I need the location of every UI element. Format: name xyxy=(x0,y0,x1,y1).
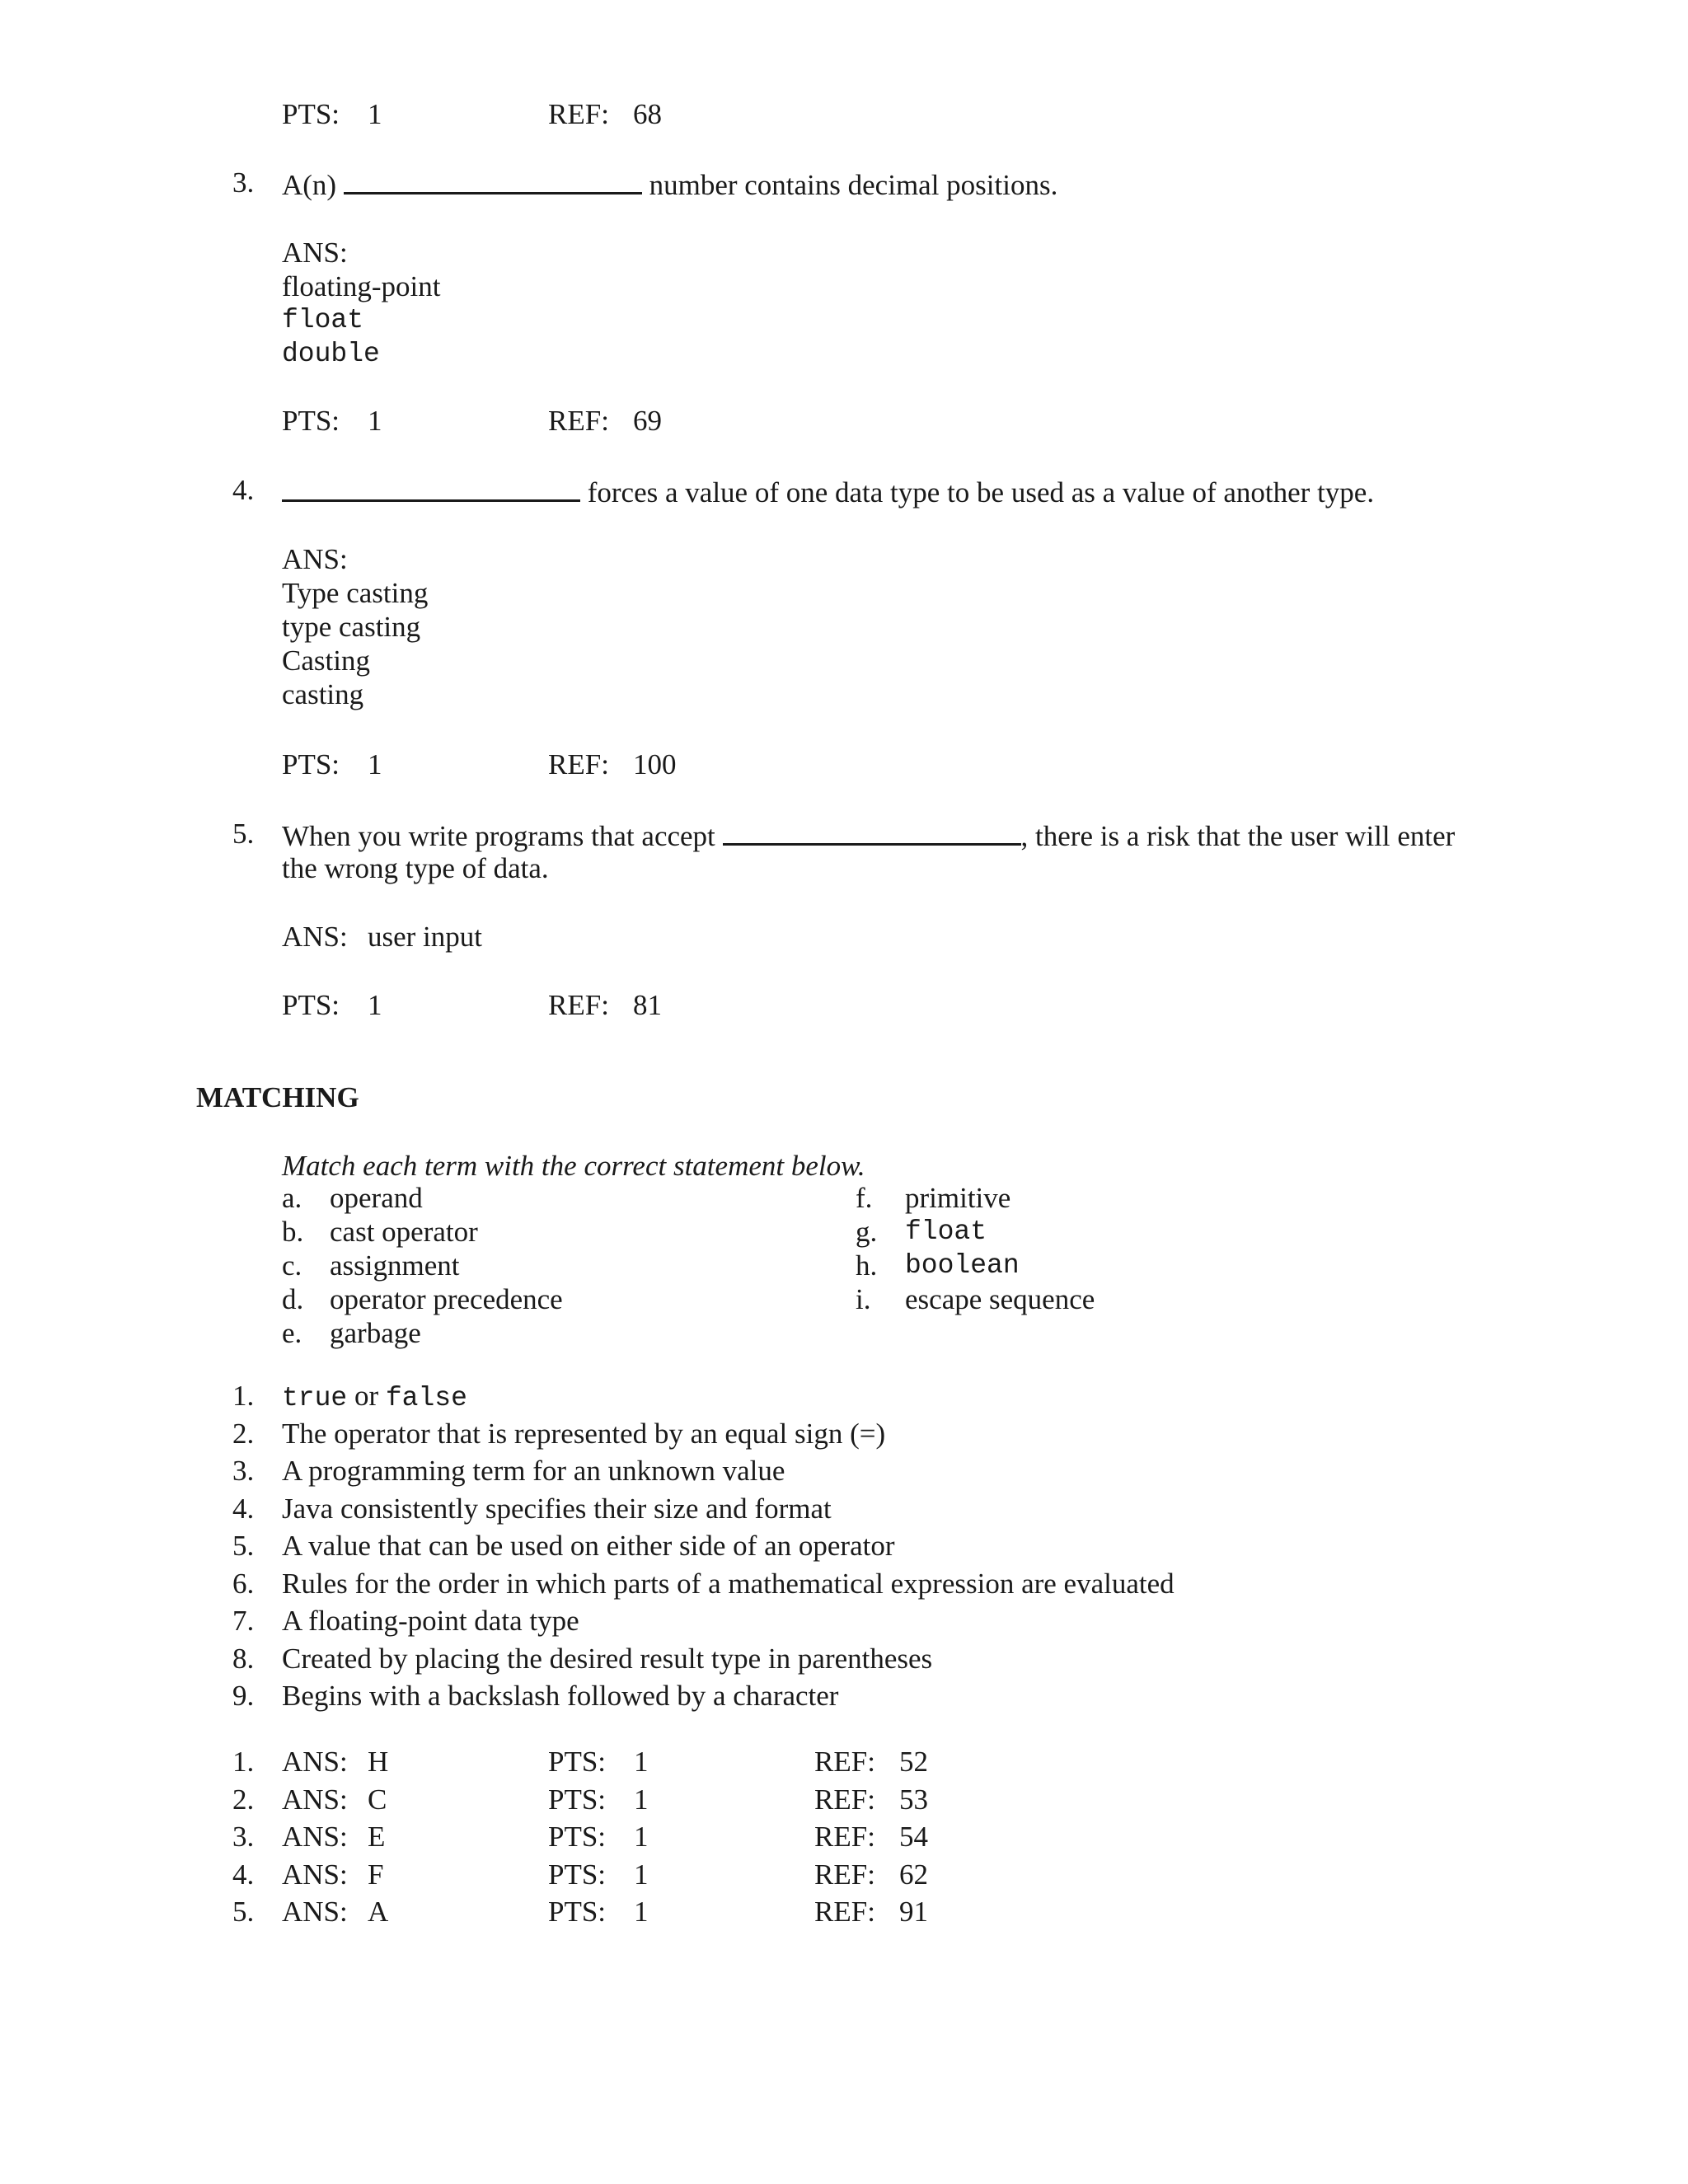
answer-num: 5. xyxy=(232,1896,255,1928)
statement-number: 2. xyxy=(232,1417,255,1450)
answer-ref-label: REF: xyxy=(814,1783,875,1816)
q4-suffix: forces a value of one data type to be used as a value of another type. xyxy=(587,476,1375,509)
q2-ref-value: 68 xyxy=(633,98,662,130)
term-escape-sequence: escape sequence xyxy=(905,1283,1095,1315)
q5-number: 5. xyxy=(232,818,255,850)
q5-answer-blank xyxy=(723,817,1021,846)
matching-instruction: Match each term with the correct statement below. xyxy=(282,1150,865,1182)
statement-7: A floating-point data type xyxy=(282,1605,579,1637)
answer-pts: 1 xyxy=(634,1896,649,1928)
terms-left-letters xyxy=(282,1181,303,1350)
answer-ref: 91 xyxy=(899,1896,928,1928)
q3-question xyxy=(282,166,1057,203)
answer-ans: E xyxy=(368,1821,386,1853)
q2-pts-label: PTS: xyxy=(282,98,340,130)
q5-answer: user input xyxy=(368,921,483,953)
q4-answer-2: type casting xyxy=(282,611,421,643)
term-letter: g. xyxy=(856,1216,878,1248)
q3-number: 3. xyxy=(232,166,255,199)
statement-5: A value that can be used on either side of an operator xyxy=(282,1530,895,1562)
term-letter: f. xyxy=(856,1182,873,1214)
answer-ans: C xyxy=(368,1783,387,1816)
q5-prefix: When you write programs that accept xyxy=(282,820,715,852)
answer-ref: 52 xyxy=(899,1746,928,1778)
answer-num: 1. xyxy=(232,1746,255,1778)
term-letter: a. xyxy=(282,1182,302,1214)
term-primitive: primitive xyxy=(905,1182,1011,1214)
term-letter: h. xyxy=(856,1249,878,1282)
term-operand: operand xyxy=(330,1182,423,1214)
q5-ref-value: 81 xyxy=(633,989,662,1021)
q4-answer-3: Casting xyxy=(282,644,370,677)
q4-ref-value: 100 xyxy=(633,748,677,780)
answer-num: 3. xyxy=(232,1821,255,1853)
term-float: float xyxy=(905,1216,987,1247)
term-boolean: boolean xyxy=(905,1250,1020,1281)
q4-pts-value: 1 xyxy=(368,748,382,780)
q3-pts-label: PTS: xyxy=(282,405,340,437)
terms-left xyxy=(330,1181,563,1350)
statement-texts xyxy=(282,1377,1175,1715)
statement-number: 9. xyxy=(232,1680,255,1712)
answer-ans-label: ANS: xyxy=(282,1746,348,1778)
answer-ref-label: REF: xyxy=(814,1896,875,1928)
q5-question-line1 xyxy=(282,817,1455,854)
q3-answer-block xyxy=(282,236,440,371)
answer-ref-label: REF: xyxy=(814,1821,875,1853)
terms-right xyxy=(905,1181,1095,1316)
statement-number: 5. xyxy=(232,1530,255,1562)
q3-code-answer-2: double xyxy=(282,339,380,369)
answer-ref: 53 xyxy=(899,1783,928,1816)
answer-ans: H xyxy=(368,1746,389,1778)
answer-row xyxy=(232,1820,974,1858)
answer-row xyxy=(232,1895,974,1933)
q4-pts-label: PTS: xyxy=(282,748,340,780)
q3-ref-value: 69 xyxy=(633,405,662,437)
statement-4: Java consistently specifies their size and format xyxy=(282,1492,832,1525)
q4-question xyxy=(282,473,1374,510)
statement-1-code-false: false xyxy=(385,1383,467,1413)
answer-pts-label: PTS: xyxy=(548,1858,607,1891)
q5-ans-label: ANS: xyxy=(282,921,348,953)
term-letter: e. xyxy=(282,1317,302,1349)
term-letter: i. xyxy=(856,1283,871,1315)
q4-answer-1: Type casting xyxy=(282,577,429,609)
statement-6: Rules for the order in which parts of a mathematical expression are evaluated xyxy=(282,1567,1175,1600)
q4-ref-label: REF: xyxy=(548,748,609,780)
q3-prefix: A(n) xyxy=(282,169,337,201)
q4-answer-4: casting xyxy=(282,678,364,710)
statement-9: Begins with a backslash followed by a character xyxy=(282,1680,839,1712)
answer-row xyxy=(232,1783,974,1821)
answer-ref: 54 xyxy=(899,1821,928,1853)
term-letter: d. xyxy=(282,1283,304,1315)
answer-pts-label: PTS: xyxy=(548,1783,607,1816)
statement-number: 4. xyxy=(232,1492,255,1525)
statement-1 xyxy=(282,1377,1175,1415)
answer-key xyxy=(232,1745,974,1933)
q3-ref-label: REF: xyxy=(548,405,609,437)
answer-ref-label: REF: xyxy=(814,1858,875,1891)
answer-ans: A xyxy=(368,1896,389,1928)
statement-1-or: or xyxy=(354,1380,379,1412)
q5-question-line2: the wrong type of data. xyxy=(282,852,549,884)
answer-ref: 62 xyxy=(899,1858,928,1891)
answer-pts-label: PTS: xyxy=(548,1821,607,1853)
q5-ref-label: REF: xyxy=(548,989,609,1021)
q2-pts-value: 1 xyxy=(368,98,382,130)
q3-answer-blank xyxy=(344,166,642,194)
term-operator-precedence: operator precedence xyxy=(330,1283,563,1315)
q5-pts-value: 1 xyxy=(368,989,382,1021)
answer-pts: 1 xyxy=(634,1858,649,1891)
answer-pts-label: PTS: xyxy=(548,1896,607,1928)
statement-number: 7. xyxy=(232,1605,255,1637)
q4-number: 4. xyxy=(232,474,255,506)
q3-ans-label: ANS: xyxy=(282,237,348,269)
matching-heading: MATCHING xyxy=(196,1081,359,1113)
answer-row xyxy=(232,1858,974,1896)
term-cast-operator: cast operator xyxy=(330,1216,478,1248)
q3-suffix: number contains decimal positions. xyxy=(649,169,1058,201)
answer-row xyxy=(232,1745,974,1783)
statement-numbers xyxy=(232,1377,254,1715)
term-letter: b. xyxy=(282,1216,304,1248)
terms-right-letters xyxy=(856,1181,877,1316)
statement-number: 1. xyxy=(232,1380,255,1412)
answer-ans: F xyxy=(368,1858,384,1891)
statement-number: 8. xyxy=(232,1642,255,1675)
term-garbage: garbage xyxy=(330,1317,421,1349)
statement-2: The operator that is represented by an equal sign (=) xyxy=(282,1417,886,1450)
statement-8: Created by placing the desired result type in parentheses xyxy=(282,1642,933,1675)
statement-number: 6. xyxy=(232,1567,255,1600)
term-assignment: assignment xyxy=(330,1249,460,1282)
statement-number: 3. xyxy=(232,1455,255,1487)
statement-3: A programming term for an unknown value xyxy=(282,1455,785,1487)
q3-answer-1: floating-point xyxy=(282,270,441,302)
answer-pts: 1 xyxy=(634,1783,649,1816)
answer-pts: 1 xyxy=(634,1746,649,1778)
answer-num: 2. xyxy=(232,1783,255,1816)
q3-pts-value: 1 xyxy=(368,405,382,437)
q4-answer-blank xyxy=(282,473,580,502)
answer-ans-label: ANS: xyxy=(282,1896,348,1928)
answer-ans-label: ANS: xyxy=(282,1858,348,1891)
answer-pts-label: PTS: xyxy=(548,1746,607,1778)
q3-code-answer-1: float xyxy=(282,305,364,335)
statement-1-code-true: true xyxy=(282,1383,348,1413)
answer-ans-label: ANS: xyxy=(282,1783,348,1816)
answer-ans-label: ANS: xyxy=(282,1821,348,1853)
answer-pts: 1 xyxy=(634,1821,649,1853)
q5-pts-label: PTS: xyxy=(282,989,340,1021)
q4-answer-block xyxy=(282,542,428,711)
q2-ref-label: REF: xyxy=(548,98,609,130)
answer-ref-label: REF: xyxy=(814,1746,875,1778)
answer-num: 4. xyxy=(232,1858,255,1891)
q5-suffix: , there is a risk that the user will enter xyxy=(1020,820,1456,852)
term-letter: c. xyxy=(282,1249,302,1282)
q4-ans-label: ANS: xyxy=(282,543,348,575)
